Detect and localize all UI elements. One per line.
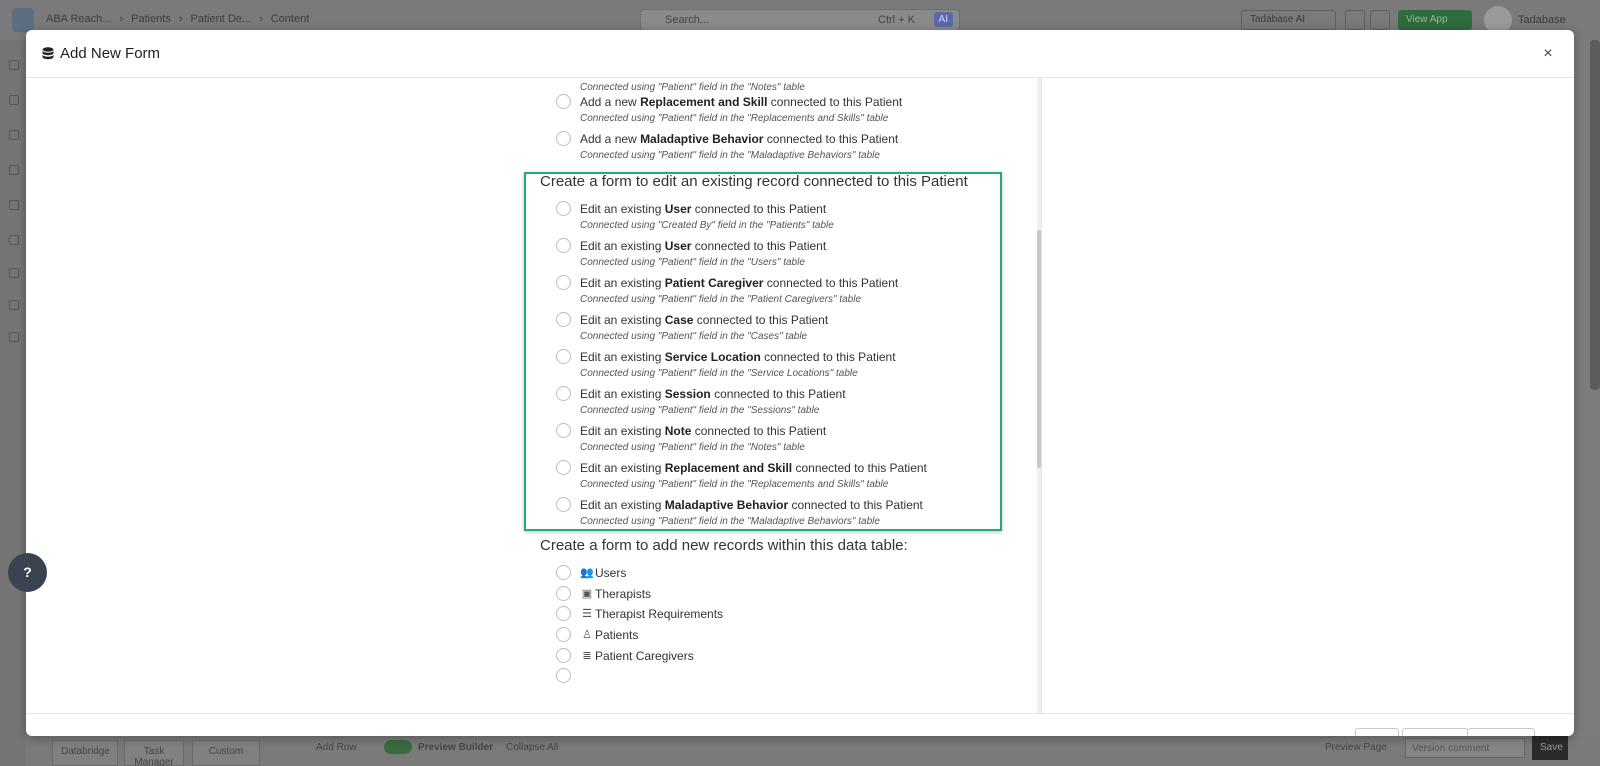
modal-title-text: Add New Form: [60, 45, 161, 62]
option-label: Edit an existing Service Location connected to this Patient: [580, 350, 896, 364]
close-button[interactable]: [1355, 728, 1399, 736]
tab-task-manager[interactable]: Task Manager: [124, 740, 184, 766]
search-shortcut: Ctrl + K: [878, 14, 915, 26]
option-label: Edit an existing Note connected to this Patient: [580, 424, 827, 438]
breadcrumb-item[interactable]: Content: [270, 13, 310, 25]
customize-button[interactable]: [1467, 728, 1535, 736]
form-options-content: [26, 78, 1574, 713]
option-radio[interactable]: [556, 131, 571, 146]
breadcrumb-item[interactable]: Patients: [131, 13, 171, 25]
option-connection: Connected using "Patient" field in the "Notes" table: [580, 82, 805, 93]
chevron-down-icon[interactable]: [1370, 10, 1390, 30]
collapse-all-button[interactable]: Collapse All: [506, 742, 559, 753]
edit-option-patient-caregiver[interactable]: [556, 274, 1026, 310]
option-connection: Connected using "Patient" field in the "Service Locations" table: [580, 368, 858, 379]
sidebar-icon[interactable]: [9, 268, 19, 278]
option-radio[interactable]: [556, 238, 571, 253]
edit-option-user[interactable]: [556, 237, 1026, 273]
page-scrollbar[interactable]: [1590, 40, 1600, 390]
modal-body[interactable]: [26, 78, 1574, 713]
user-name[interactable]: Tadabase: [1518, 14, 1566, 26]
ai-badge[interactable]: AI: [934, 12, 953, 27]
sidebar-icon[interactable]: [9, 200, 19, 210]
modal-footer: [26, 713, 1574, 736]
option-label: Edit an existing User connected to this Patient: [580, 239, 827, 253]
database-icon: ≣: [582, 650, 592, 662]
save-button[interactable]: Save: [1532, 736, 1568, 760]
column-divider: [1041, 78, 1042, 713]
sidebar-icon[interactable]: [9, 235, 19, 245]
add-new-form-modal: [26, 30, 1574, 736]
option-radio[interactable]: [556, 349, 571, 364]
option-label: Add a new Maladaptive Behavior connected to this Patient: [580, 132, 899, 146]
option-radio[interactable]: [556, 668, 571, 683]
table-label: Patient Caregivers: [595, 649, 694, 663]
option-radio[interactable]: [556, 497, 571, 512]
app-sidebar: [0, 40, 26, 766]
option-radio[interactable]: [556, 606, 571, 621]
edit-option-service-location[interactable]: [556, 348, 1026, 384]
breadcrumb-item[interactable]: Patient De...: [190, 13, 252, 25]
version-comment-input[interactable]: Version comment: [1405, 738, 1525, 758]
option-radio[interactable]: [556, 386, 571, 401]
breadcrumb: ABA Reach... › Patients › Patient De... › Content: [46, 13, 310, 25]
option-label: Edit an existing Patient Caregiver connected to this Patient: [580, 276, 899, 290]
option-connection: Connected using "Patient" field in the "Maladaptive Behaviors" table: [580, 150, 880, 161]
add-option-maladaptive-behavior[interactable]: [556, 130, 1026, 166]
edit-option-replacement-skill[interactable]: [556, 459, 1026, 495]
modal-header: [26, 30, 1574, 78]
option-radio[interactable]: [556, 648, 571, 663]
search-input[interactable]: [640, 9, 960, 31]
add-option-replacement-skill[interactable]: [556, 93, 1026, 129]
sidebar-icon[interactable]: [9, 165, 19, 175]
option-radio[interactable]: [556, 586, 571, 601]
option-label: Add a new Replacement and Skill connected to this Patient: [580, 95, 903, 109]
option-label: Edit an existing User connected to this Patient: [580, 202, 827, 216]
option-connection: Connected using "Created By" field in the "Patients" table: [580, 220, 834, 231]
option-connection: Connected using "Patient" field in the "Cases" table: [580, 331, 808, 342]
option-radio[interactable]: [556, 423, 571, 438]
option-radio[interactable]: [556, 275, 571, 290]
edit-option-session[interactable]: [556, 385, 1026, 421]
close-icon[interactable]: ×: [1543, 45, 1553, 62]
option-connection: Connected using "Patient" field in the "Maladaptive Behaviors" table: [580, 516, 880, 527]
help-button[interactable]: ?: [8, 553, 47, 592]
option-label: Edit an existing Maladaptive Behavior connected to this Patient: [580, 498, 923, 512]
modal-title: [42, 45, 160, 62]
tadabase-ai-button[interactable]: Tadabase AI: [1241, 10, 1336, 30]
option-label: Edit an existing Session connected to this Patient: [580, 387, 846, 401]
tab-databridge[interactable]: Databridge: [52, 740, 118, 766]
option-connection: Connected using "Patient" field in the "Sessions" table: [580, 405, 820, 416]
patient-icon: ♙: [582, 629, 592, 641]
edit-option-user-created-by[interactable]: [556, 200, 1026, 236]
option-connection: Connected using "Patient" field in the "Replacements and Skills" table: [580, 479, 889, 490]
preview-builder-label: Preview Builder: [418, 742, 494, 753]
option-radio[interactable]: [556, 201, 571, 216]
option-radio[interactable]: [556, 627, 571, 642]
quick-add-button[interactable]: [1402, 728, 1468, 736]
database-icon: [42, 47, 54, 61]
edit-option-maladaptive-behavior[interactable]: [556, 496, 1026, 532]
view-app-button[interactable]: View App: [1398, 10, 1472, 30]
option-connection: Connected using "Patient" field in the "Replacements and Skills" table: [580, 113, 889, 124]
option-connection: Connected using "Patient" field in the "Users" table: [580, 257, 805, 268]
app-logo[interactable]: [12, 8, 34, 32]
option-connection: Connected using "Patient" field in the "Notes" table: [580, 442, 805, 453]
tab-custom[interactable]: Custom: [192, 740, 260, 766]
sidebar-icon[interactable]: [9, 332, 19, 342]
preview-page-button[interactable]: Preview Page: [1325, 742, 1387, 753]
search-placeholder: Search...: [665, 14, 710, 26]
option-radio[interactable]: [556, 312, 571, 327]
table-label: Patients: [595, 628, 639, 642]
id-card-icon: ▣: [581, 588, 593, 600]
table-section-heading: Create a form to add new records within this data table:: [540, 537, 908, 554]
add-row-button[interactable]: Add Row: [316, 742, 357, 753]
option-label: Edit an existing Replacement and Skill connected to this Patient: [580, 461, 927, 475]
sidebar-icon[interactable]: [9, 60, 19, 70]
theme-toggle-icon[interactable]: [1345, 10, 1365, 30]
sidebar-icon[interactable]: [9, 95, 19, 105]
sidebar-icon[interactable]: [9, 130, 19, 140]
edit-option-note[interactable]: [556, 422, 1026, 458]
sidebar-icon[interactable]: [9, 300, 19, 310]
option-radio[interactable]: [556, 94, 571, 109]
edit-section-heading: Create a form to edit an existing record connected to this Patient: [540, 173, 968, 190]
option-radio[interactable]: [556, 460, 571, 475]
table-label: Users: [595, 566, 627, 580]
users-icon: 👥: [580, 567, 594, 579]
list-icon: ☰: [582, 608, 592, 620]
edit-option-case[interactable]: [556, 311, 1026, 347]
option-label: Edit an existing Case connected to this Patient: [580, 313, 829, 327]
breadcrumb-item[interactable]: ABA Reach...: [46, 13, 112, 25]
option-connection: Connected using "Patient" field in the "Patient Caregivers" table: [580, 294, 862, 305]
table-label: Therapists: [595, 587, 652, 601]
table-label: Therapist Requirements: [595, 607, 724, 621]
option-radio[interactable]: [556, 565, 571, 580]
preview-builder-toggle[interactable]: [384, 740, 412, 754]
